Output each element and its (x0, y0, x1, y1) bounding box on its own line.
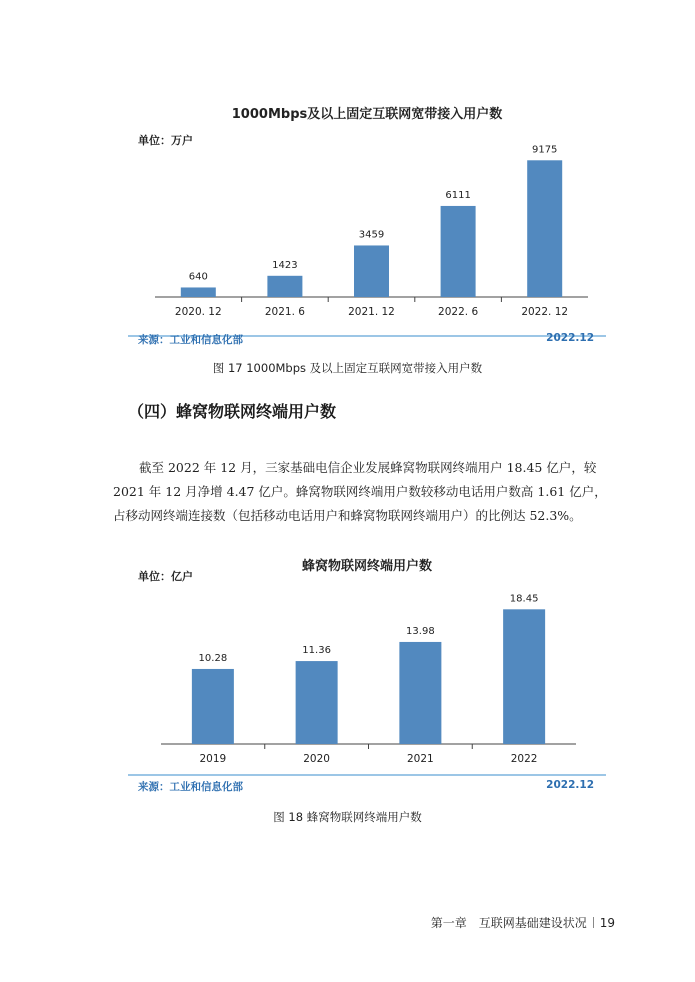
x-tick-label: 2022. 12 (521, 306, 569, 318)
bar-value-label: 6111 (445, 189, 471, 201)
chart-1000mbps-users (128, 98, 606, 350)
bar-value-label: 640 (188, 271, 208, 283)
bar-4 (441, 206, 476, 297)
chart-title: 1000Mbps及以上固定互联网宽带接入用户数 (231, 107, 503, 122)
source-date: 2022.12 (546, 332, 594, 344)
paragraph-line: 2021 年 12 月净增 4.47 亿户。蜂窝物联网终端用户数较移动电话用户数高 1.61 亿户， (113, 484, 607, 499)
bar-4 (503, 609, 545, 744)
footer-chapter: 第一章 互联网基础建设状况 (430, 916, 587, 930)
unit-label: 单位：亿户 (138, 570, 193, 583)
x-tick-label: 2022. 6 (438, 306, 479, 318)
bar-value-label: 13.98 (406, 625, 435, 637)
source-label: 来源：工业和信息化部 (138, 781, 243, 793)
chart-title: 蜂窝物联网终端用户数 (301, 559, 433, 574)
x-tick-label: 2021. 12 (348, 306, 395, 318)
source-label: 来源：工业和信息化部 (138, 334, 243, 346)
figure-17-caption: 图 17 1000Mbps 及以上固定互联网宽带接入用户数 (212, 361, 483, 375)
bar-value-label: 11.36 (302, 645, 331, 657)
bar-3 (354, 245, 389, 297)
figure-17 (128, 98, 606, 350)
x-tick-label: 2021. 6 (264, 306, 305, 318)
x-tick-label: 2021 (407, 753, 434, 765)
figure-18 (128, 553, 606, 798)
bar-value-label: 3459 (358, 229, 385, 241)
x-tick-label: 2019 (199, 753, 227, 765)
footer-separator (593, 917, 594, 928)
bar-value-label: 1423 (272, 259, 298, 271)
bar-2 (267, 276, 302, 297)
bar-value-label: 9175 (531, 144, 558, 156)
chart-iot-users (128, 553, 606, 798)
x-tick-label: 2020 (303, 753, 330, 765)
paragraph-line: 占移动网终端连接数（包括移动电话用户和蜂窝物联网终端用户）的比例达 52.3%。 (113, 508, 582, 523)
body-paragraph (113, 456, 607, 528)
bar-value-label: 18.45 (509, 593, 539, 605)
bar-2 (296, 661, 338, 744)
bar-3 (399, 642, 441, 744)
unit-label: 单位：万户 (138, 134, 193, 147)
bar-value-label: 10.28 (198, 652, 228, 664)
source-date: 2022.12 (546, 779, 594, 791)
x-tick-label: 2020. 12 (174, 306, 222, 318)
x-tick-label: 2022 (510, 753, 538, 765)
bar-1 (192, 669, 234, 744)
figure-18-caption: 图 18 蜂窝物联网终端用户数 (273, 810, 422, 824)
bar-5 (527, 160, 562, 297)
bar-1 (181, 287, 216, 297)
page-number: 19 (599, 916, 615, 930)
section-heading: （四）蜂窝物联网终端用户数 (128, 402, 337, 421)
paragraph-line: 截至 2022 年 12 月，三家基础电信企业发展蜂窝物联网终端用户 18.45 亿户，较 (139, 460, 597, 475)
page-footer (431, 914, 615, 931)
